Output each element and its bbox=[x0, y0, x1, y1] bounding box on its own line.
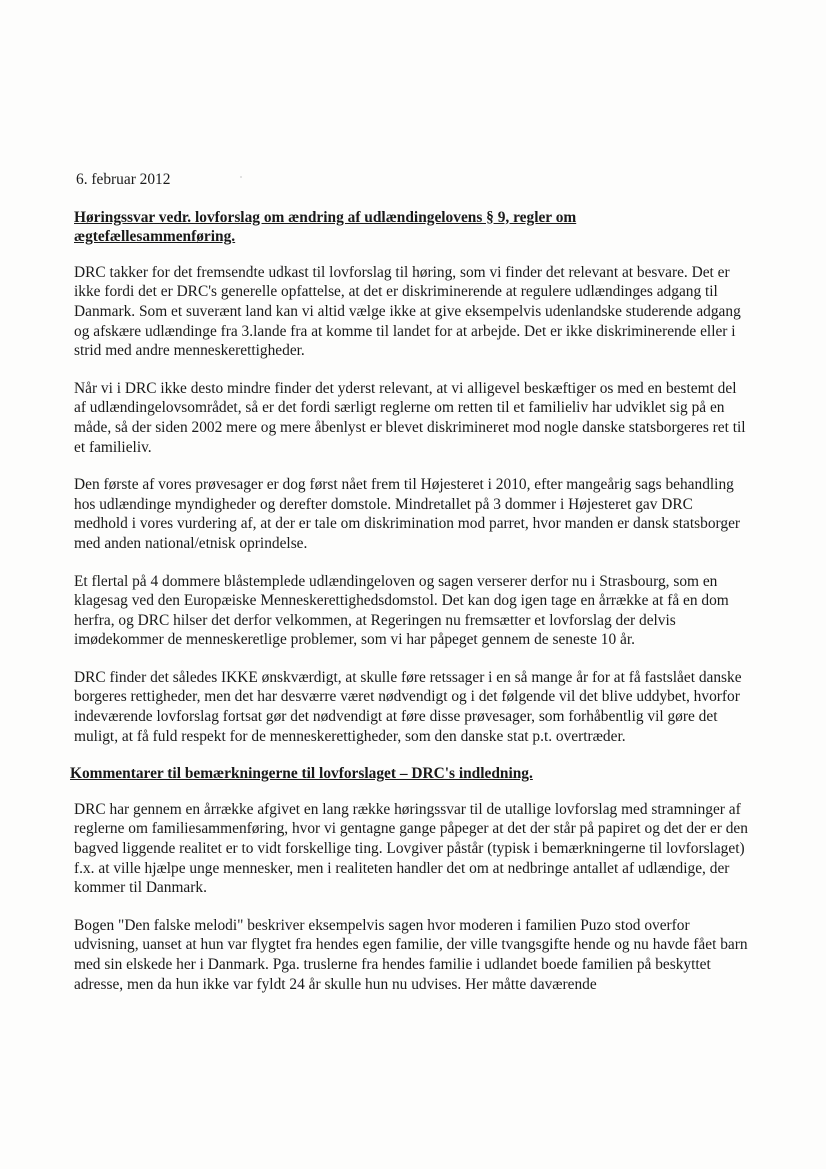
paragraph-strasbourg: Et flertal på 4 dommere blåstemplede udlændingeloven og sagen verserer derfor nu i Strasbourg, som en klagesag ved den Europæiske Menneskerettighedsdomstol. Det kan dog igen tage en årrække at få en dom herfra, og DRC hilser det derfor velkommen, at Regeringen nu fremsætter et lovforslag der delvis imødekommer de menneskeretlige problemer, som vi har påpeget gennem de seneste 10 år. bbox=[74, 572, 729, 649]
paragraph-test-cases: DRC finder det således IKKE ønskværdigt, at skulle føre retssager i en så mange år for at få fastslået danske borgeres rettigheder, men det har desværre været nødvendigt og i det følgende vil det blive uddybet, hvorfor indeværende lovforslag fortsat gør det nødvendigt at føre disse prøvesager, som forhåbentlig vil gøre det muligt, at få fuld respekt for de menneskerettigheder, som den danske stat p.t. overtræder. bbox=[74, 668, 742, 745]
letter-date: 6. februar 2012 bbox=[76, 171, 171, 188]
paragraph-hearing-responses: DRC har gennem en årrække afgivet en lang række høringssvar til de utallige lovforslag med stramninger af reglerne om familiesammenføring, hvor vi gentagne gange påpeger at det der står på papiret og det der er den bagved liggende realitet er to vidt forskellige ting. Lovgiver påstår (typisk i bemærkningerne til lovforslaget) f.x. at ville hjælpe unge mennesker, men i realiteten handler det om at nedbringe antallet af udlændige, der kommer til Danmark. bbox=[74, 800, 748, 897]
section-heading: Kommentarer til bemærkningerne til lovforslaget – DRC's indledning. bbox=[70, 765, 533, 783]
paragraph-intro: DRC takker for det fremsendte udkast til lovforslag til høring, som vi finder det relevant at besvare. Det er ikke fordi det er DRC's generelle opfattelse, at det er diskriminerende at regulere udlændinges adgang til Danmark. Som et suverænt land kan vi altid vælge ikke at give eksempelvis udenlandske studerende adgang og afskære udlændinge fra 3.lande fra at komme til landet for at arbejde. Det er ikke diskriminerende eller i strid med andre menneskerettigheder. bbox=[74, 263, 741, 360]
document-heading: Høringssvar vedr. lovforslag om ændring af udlændingelovens § 9, regler om ægtefællesammenføring. bbox=[74, 208, 577, 246]
paragraph-book-example: Bogen "Den falske melodi" beskriver eksempelvis sagen hvor moderen i familien Puzo stod overfor udvisning, uanset at hun var flygtet fra hendes egen familie, der ville tvangsgifte hende og nu havde fået barn med sin elskede her i Danmark. Pga. truslerne fra hendes familie i udlandet boede familien på beskyttet adresse, men da hun ikke var fyldt 24 år skulle hun nu udvises. Her måtte daværende bbox=[74, 916, 748, 993]
paragraph-family-life: Når vi i DRC ikke desto mindre finder det yderst relevant, at vi alligevel beskæftiger os med en bestemt del af udlændingelovsområdet, så er det fordi særligt reglerne om retten til et familieliv har udviklet sig på en måde, så der siden 2002 mere og mere åbenlyst er blevet diskrimineret mod nogle danske statsborgeres ret til et familieliv. bbox=[74, 379, 746, 456]
document-body bbox=[70, 170, 750, 1012]
paragraph-supreme-court: Den første af vores prøvesager er dog først nået frem til Højesteret i 2010, efter mangeårig sags behandling hos udlændinge myndigheder og derefter domstole. Mindretallet på 3 dommer i Højesteret gav DRC medhold i vores vurdering af, at der er tale om diskrimination mod parret, hvor manden er dansk statsborger med anden national/etnisk oprindelse. bbox=[74, 476, 741, 552]
